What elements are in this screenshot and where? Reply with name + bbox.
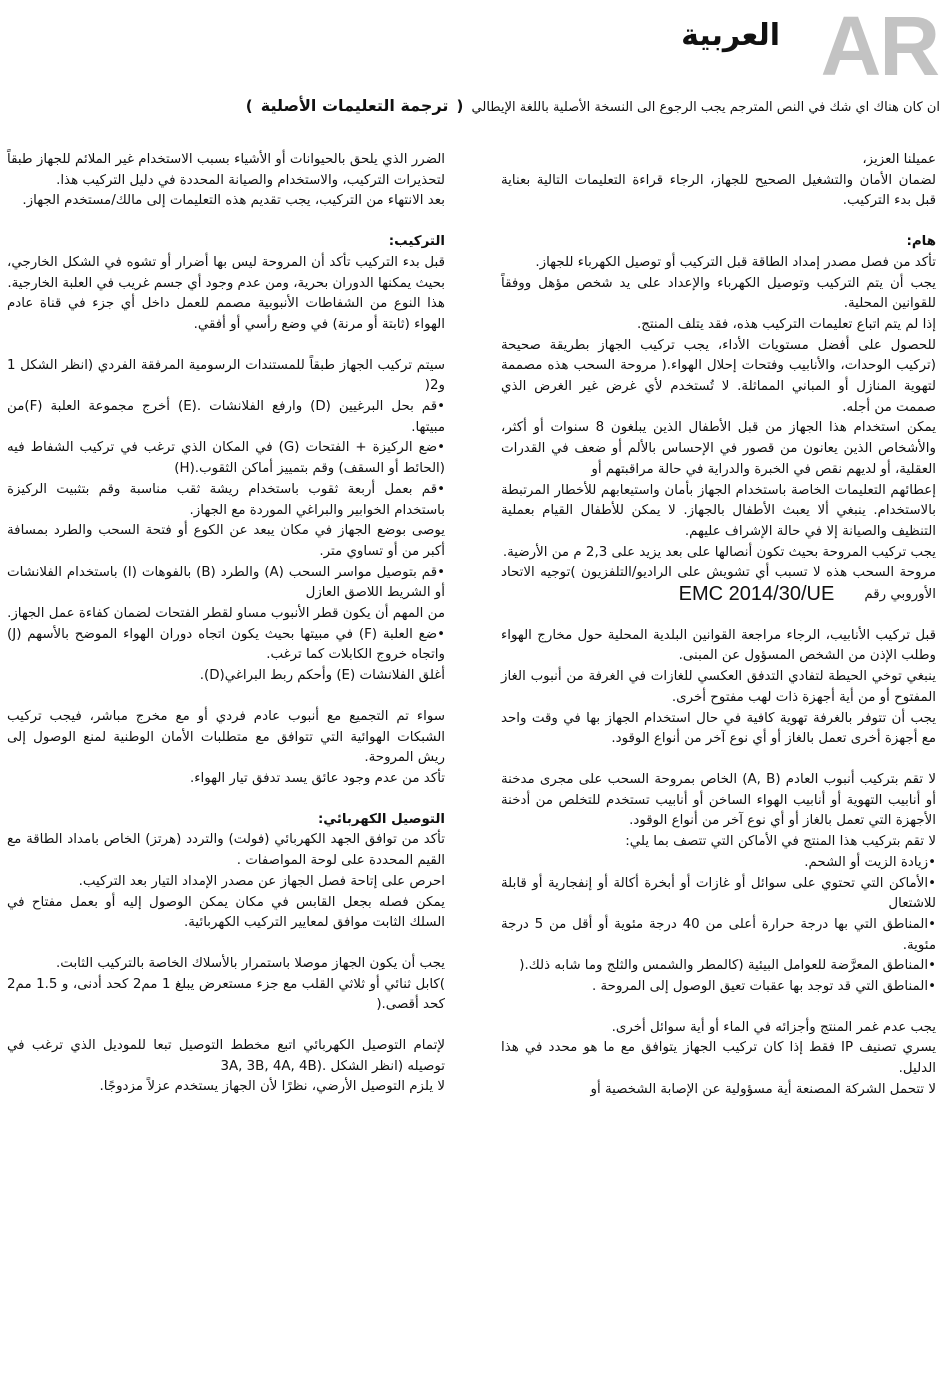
paragraph: يجب أن يكون الجهاز موصلا باستمرار بالأسلاك الخاصة بالتركيب الثابت.: [56, 955, 445, 971]
left-text-column: [7, 150, 445, 1098]
paragraph: ينبغي توخي الحيطة لتفادي التدفق العكسي للغازات في الغرفة من أنبوب الغاز المفتوح أو من أية أجهزة ذات لهب مفتوح أخرى.: [501, 669, 936, 705]
right-text-column: [501, 150, 936, 1101]
paragraph-spacer: [7, 934, 445, 954]
paragraph: قبل بدء التركيب تأكد أن المروحة ليس بها أضرار أو تشوه في الشكل الخارجي، بحيث يمكنها الدوران بحرية، ومن عدم وجود أي جسم غريب في العلبة الخارجية.: [7, 254, 445, 291]
paragraph: بعد الانتهاء من التركيب، يجب تقديم هذه التعليمات إلى مالك/مستخدم الجهاز.: [22, 193, 445, 209]
paragraph: •قم بحل البرغيين (D) وارفع الفلانشات .(E) أخرج مجموعة العلبة (F)من مبيتها.: [7, 399, 446, 435]
paragraph: لا تتحمل الشركة المصنعة أية مسؤولية عن الإصابة الشخصية أو: [590, 1081, 936, 1097]
paragraph: •المناطق التي بها درجة حرارة أعلى من 40 درجة مئوية أو أقل من 5 درجة مئوية.: [501, 916, 936, 953]
paragraph: هذا النوع من الشفاطات الأنبوبية مصمم للعمل داخل أي جزء في قناة عادم الهواء (ثابتة أو مرنة) في وضع رأسي أو أفقي.: [7, 296, 445, 332]
language-code-mark: AR: [820, 0, 938, 93]
paragraph-spacer: [501, 750, 936, 770]
notice-heading: ترجمة التعليمات الأصلية: [260, 96, 449, 115]
paragraph: مروحة السحب هذه لا تسبب أي تشويش على الراديو/التلفزيون )توجيه الاتحاد الأوروبي رقمEMC 2014/30/UE: [501, 565, 936, 606]
paragraph-spacer: [7, 687, 445, 707]
paragraph: قبل تركيب الأنابيب، الرجاء مراجعة القوانين البلدية المحلية حول مخارج الهواء وطلب الإذن من الشخص المسؤول عن المبنى.: [501, 627, 936, 664]
paragraph: سواء تم التجميع مع أنبوب عادم فردي أو مع مخرج مباشر، فيجب تركيب الشبكات الهوائية التي تتوافق مع متطلبات الأمان الوطنية لمنع الوصول إلى ريش المروحة.: [7, 708, 445, 766]
paragraph: يجب عدم غمر المنتج وأجزائه في الماء أو أية سوائل أخرى.: [611, 1019, 936, 1035]
paragraph: للحصول على أفضل مستويات الأداء، يجب تركيب الجهاز بطريقة صحيحة (تركيب الوحدات، والأنابيب وفتحات إحلال الهواء.( مروحة السحب هذه مصممة لتهوية المنازل أو المباني المماثلة. لا تُستخدم لأي غرض غير الغرض الذي صممت من أجله.: [501, 337, 936, 415]
paragraph: لإتمام التوصيل الكهربائي اتبع مخطط التوصيل تبعا للموديل الذي ترغب في توصيله (انظر الشكل .(3A, 3B, 4A, 4B: [7, 1038, 445, 1074]
paragraph: •الأماكن التي تحتوي على سوائل أو غازات أو أبخرة أكالة أو إنفجارية أو قابلة للاشتعال: [501, 875, 936, 912]
paragraph: سيتم تركيب الجهاز طبقاً للمستندات الرسومية المرفقة الفردي (انظر الشكل 1 و2(: [7, 357, 445, 394]
language-title: العربية: [681, 18, 780, 53]
paragraph: يمكن استخدام هذا الجهاز من قبل الأطفال الذين يبلغون 8 سنوات أو أكثر، والأشخاص الذين يعانون من قصور في الإحساس بالألم أو ضعف في القدرات العقلية، أو لديهم نقص في الخبرة والدراية في حالة مراقبتهم أو: [501, 420, 936, 477]
paragraph-spacer: [7, 212, 445, 232]
emc-directive-code: EMC 2014/30/UE: [678, 583, 835, 606]
paragraph-spacer: [501, 998, 936, 1018]
paragraph: تأكد من عدم وجود عائق يسد تدفق تيار الهواء.: [189, 770, 445, 786]
paragraph: تأكد من توافق الجهد الكهربائي (فولت) والتردد (هرتز) الخاص بامداد الطاقة مع القيم المحددة على لوحة المواصفات .: [7, 832, 445, 869]
paragraph: الضرر الذي يلحق بالحيوانات أو الأشياء بسبب الاستخدام غير الملائم للجهاز طبقاً لتحذيرات التركيب، والاستخدام والصيانة المحددة في دليل التركيب هذا.: [7, 152, 445, 188]
paragraph: تأكد من فصل مصدر إمداد الطاقة قبل التركيب أو توصيل الكهرباء للجهاز.: [535, 254, 936, 270]
notice-close-paren: ): [245, 97, 253, 115]
paragraph: لا يلزم التوصيل الأرضي، نظرًا لأن الجهاز يستخدم عزلاً مزدوجًا.: [99, 1079, 445, 1095]
paragraph: •المناطق التي قد توجد بها عقبات تعيق الوصول إلى المروحة .: [591, 979, 936, 995]
paragraph: •ضع الركيزة + الفتحات (G) في المكان الذي ترغب في تركيب الشفاط فيه (الحائط أو السقف) وقم بتمييز أماكن الثقوب.(H): [7, 440, 445, 477]
paragraph-spacer: [7, 336, 445, 356]
paragraph: •المناطق المعرَّضة للعوامل البيئية (كالمطر والشمس والثلج وما شابه ذلك.(: [519, 958, 936, 974]
paragraph: التركيب:: [388, 234, 445, 250]
paragraph: يسري تصنيف IP فقط إذا كان تركيب الجهاز يتوافق مع ما هو محدد في هذا الدليل.: [501, 1040, 937, 1077]
paragraph: لا تقم بتركيب هذا المنتج في الأماكن التي تتصف بما يلي:: [625, 834, 936, 850]
paragraph: •قم بعمل أربعة ثقوب باستخدام ريشة ثقب مناسبة وقم بتثبيت الركيزة باستخدام الخوابير والبراغي الموردة مع الجهاز.: [7, 481, 445, 518]
notice-text: ان كان هناك اي شك في النص المترجم يجب الرجوع الى النسخة الأصلية باللغة الإيطالي: [471, 100, 940, 115]
paragraph-spacer: [501, 606, 936, 626]
paragraph: عميلنا العزيز،: [862, 152, 936, 167]
paragraph: يجب أن تتوفر بالغرفة تهوية كافية في حال استخدام الجهاز بها في وقت واحد مع أجهزة أخرى تعمل بالغاز أو أي نوع آخر من أنواع الوقود.: [501, 710, 936, 747]
paragraph: التوصيل الكهربائي:: [317, 811, 445, 827]
paragraph: أغلق الفلانشات (E) وأحكم ربط البراغي(D).: [199, 668, 445, 684]
paragraph: يجب أن يتم التركيب وتوصيل الكهرباء والإعداد على يد شخص مؤهل ووفقاً للقوانين المحلية.: [501, 275, 936, 312]
paragraph: احرص على إتاحة فصل الجهاز عن مصدر الإمداد التيار بعد التركيب.: [78, 873, 445, 889]
paragraph: يوصى بوضع الجهاز في مكان يبعد عن الكوع أو فتحة السحب والطرد بمسافة أكبر من أو تساوي متر.: [7, 523, 445, 559]
paragraph: لضمان الأمان والتشغيل الصحيح للجهاز، الرجاء قراءة التعليمات التالية بعناية قبل بدء التركيب.: [501, 172, 936, 209]
paragraph: هام:: [906, 234, 936, 250]
paragraph-spacer: [7, 790, 445, 810]
paragraph: •ضع العلبة (F) في مبيتها بحيث يكون اتجاه دوران الهواء الموضح بالأسهم (J) واتجاه خروج الكابلات كما ترغب.: [7, 626, 445, 663]
notice-open-paren: (: [456, 97, 464, 115]
translation-notice: [10, 95, 940, 119]
paragraph-spacer: [7, 1016, 445, 1036]
paragraph: من المهم أن يكون قطر الأنبوب مساو لقطر الفتحات لضمان كفاءة عمل الجهاز.: [7, 606, 445, 622]
paragraph: •زيادة الزيت أو الشحم.: [804, 854, 936, 870]
paragraph: لا تقم بتركيب أنبوب العادم (A, B) الخاص بمروحة السحب على مجرى مدخنة أو أنابيب التهوية أو أنابيب الهواء الساخن أو أنابيب تستخدم للتخلص من أدخنة الأجهزة التي تعمل بالغاز أو أي نوع آخر من أنواع الوقود.: [501, 771, 936, 829]
paragraph: )كابل ثنائي أو ثلاثي القلب مع جزء مستعرض يبلغ 1 مم2 كحد أدنى، و 1.5 مم2 كحد أقصى.(: [7, 976, 446, 1013]
paragraph: يجب تركيب المروحة بحيث تكون أنصالها على بعد يزيد على 2,3 م من الأرضية.: [502, 544, 936, 560]
paragraph-spacer: [501, 212, 936, 232]
paragraph: إذا لم يتم اتباع تعليمات التركيب هذه، فقد يتلف المنتج.: [636, 316, 936, 332]
paragraph: يمكن فصله بجعل القابس في مكان يمكن الوصول إليه أو بعمل مفتاح في السلك الثابت موافق لمعايير التركيب الكهربائية.: [7, 894, 445, 931]
paragraph: إعطائهم التعليمات الخاصة باستخدام الجهاز بأمان واستيعابهم للأخطار المرتبطة بالاستخدام. ينبغي ألا يعبث الأطفال بالجهاز. لا يمكن للأطفال القيام بعملية التنظيف والصيانة إلا في حالة الإشراف عليهم.: [501, 482, 936, 539]
paragraph: •قم بتوصيل مواسر السحب (A) والطرد (B) بالفوهات (I) باستخدام الفلانشات أو الشريط اللاصق العازل: [7, 564, 445, 601]
